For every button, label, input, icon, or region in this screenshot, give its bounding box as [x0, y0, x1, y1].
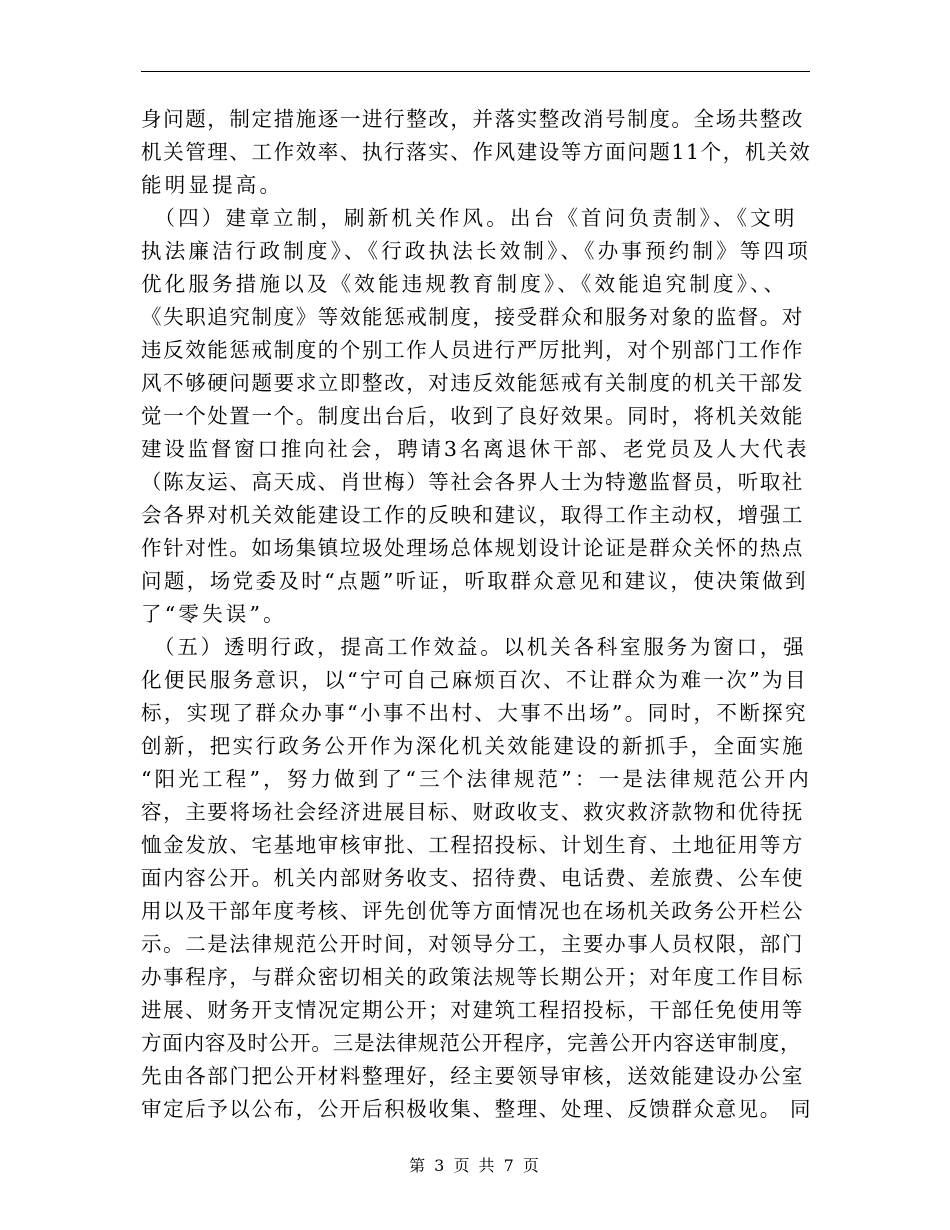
- text-line: 面内容公开。机关内部财务收支、招待费、电话费、差旅费、公车使: [141, 866, 804, 890]
- text-line: （陈友运、高天成、肖世梅）等社会各界人士为特邀监督员，听取社: [141, 470, 804, 494]
- text-line: 执法廉洁行政制度》、《行政执法长效制》、《办事预约制》等四项: [141, 239, 811, 263]
- text-line: 用以及干部年度考核、评先创优等方面情况也在场机关政务公开栏公: [141, 899, 804, 923]
- text-line: 《失职追究制度》等效能惩戒制度，接受群众和服务对象的监督。对: [141, 305, 804, 329]
- text-line: 风不够硬问题要求立即整改，对违反效能惩戒有关制度的机关干部发: [141, 371, 804, 395]
- text-line: 审定后予以公布，公开后积极收集、整理、处理、反馈群众意见。 同: [141, 1097, 813, 1121]
- text-line: 标，实现了群众办事“小事不出村、大事不出场”。同时，不断探究: [141, 701, 808, 725]
- text-line: 问题，场党委及时“点题”听证，听取群众意见和建议，使决策做到: [141, 569, 808, 593]
- text-line: 违反效能惩戒制度的个别工作人员进行严厉批判，对个别部门工作作: [141, 338, 804, 362]
- text-line: （四）建章立制，刷新机关作风。出台《首问负责制》、《文明: [141, 206, 798, 230]
- text-line: 机关管理、工作效率、执行落实、作风建设等方面问题11个，机关效: [141, 140, 812, 164]
- document-body: [141, 103, 813, 1126]
- page-number: 第 3 页 共 7 页: [409, 1156, 541, 1175]
- text-line: 先由各部门把公开材料整理好，经主要领导审核，送效能建设办公室: [141, 1064, 804, 1088]
- text-line: 化便民服务意识，以“宁可自己麻烦百次、不让群众为难一次”为目: [141, 668, 808, 692]
- text-line: 容，主要将场社会经济进展目标、财政收支、救灾救济款物和优待抚: [141, 800, 804, 824]
- text-line: 示。二是法律规范公开时间，对领导分工，主要办事人员权限，部门: [141, 932, 804, 956]
- text-line: 会各界对机关效能建设工作的反映和建议，取得工作主动权，增强工: [141, 503, 804, 527]
- text-line: 能明显提高。: [141, 173, 284, 197]
- text-line: 了“零失误”。: [141, 602, 287, 626]
- text-line: 创新，把实行政务公开作为深化机关效能建设的新抓手，全面实施: [141, 734, 806, 758]
- header-rule: [141, 71, 810, 72]
- text-line: （五）透明行政，提高工作效益。以机关各科室服务为窗口，强: [141, 635, 807, 659]
- text-line: 建设监督窗口推向社会，聘请3名离退休干部、老党员及人大代表: [141, 437, 810, 461]
- text-line: 进展、财务开支情况定期公开；对建筑工程招投标，干部任免使用等: [141, 998, 804, 1022]
- text-line: 作针对性。如场集镇垃圾处理场总体规划设计论证是群众关怀的热点: [141, 536, 804, 560]
- text-line: 方面内容及时公开。三是法律规范公开程序，完善公开内容送审制度，: [141, 1031, 802, 1055]
- text-line: 恤金发放、宅基地审核审批、工程招投标、计划生育、土地征用等方: [141, 833, 804, 857]
- text-line: 优化服务措施以及《效能违规教育制度》、《效能追究制度》、、: [141, 272, 788, 296]
- text-line: “阳光工程”，努力做到了“三个法律规范”：一是法律规范公开内: [141, 767, 812, 791]
- text-line: 办事程序，与群众密切相关的政策法规等长期公开；对年度工作目标: [141, 965, 804, 989]
- text-line: 身问题，制定措施逐一进行整改，并落实整改消号制度。全场共整改: [141, 107, 804, 131]
- text-line: 觉一个处置一个。制度出台后，收到了良好效果。同时，将机关效能: [141, 404, 804, 428]
